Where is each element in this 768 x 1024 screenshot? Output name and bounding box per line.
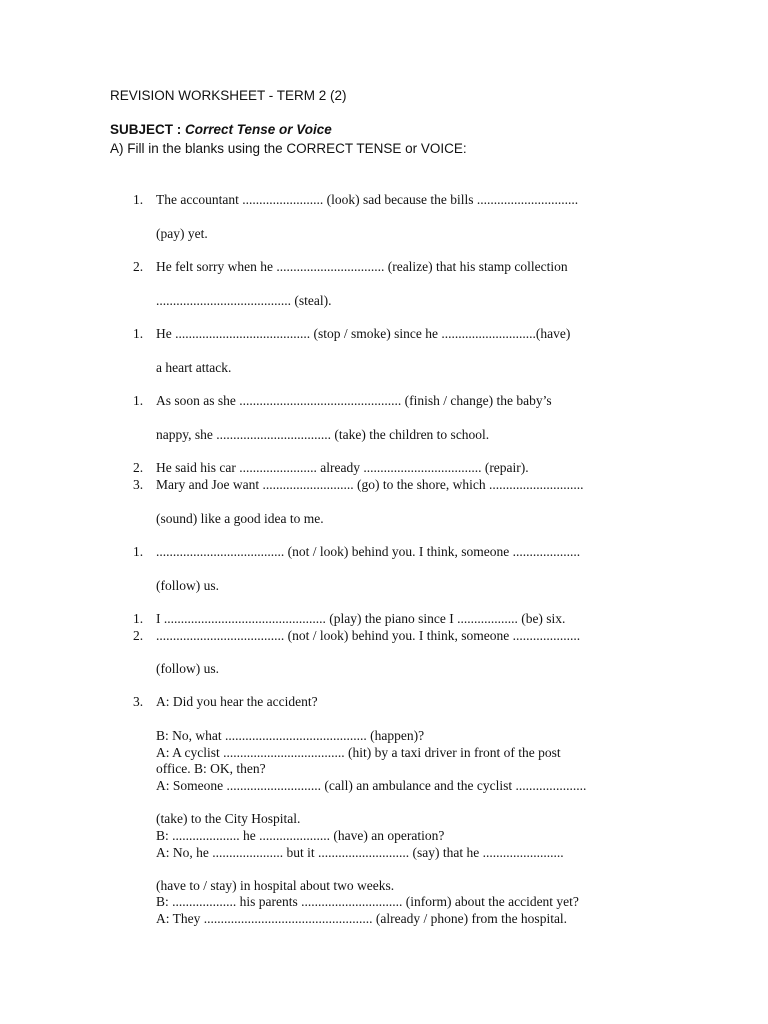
subject-value: Correct Tense or Voice <box>185 122 332 137</box>
exercise-line: He felt sorry when he ................................ (realize) that his stamp collection <box>156 259 568 274</box>
dialogue-line: A: Someone ............................ (call) an ambulance and the cyclist ..................... <box>156 778 587 793</box>
dialogue-line: B: .................... he ..................... (have) an operation? <box>156 828 445 843</box>
exercise-line: ...................................... (not / look) behind you. I think, someone .................... <box>156 544 581 559</box>
line-number: 2. <box>133 628 144 643</box>
exercise-line: As soon as she ................................................ (finish / change) the baby’s <box>156 393 552 408</box>
line-number: 2. <box>133 259 144 274</box>
line-number: 1. <box>133 544 144 559</box>
exercise-line: He said his car ....................... already ................................... (repair). <box>156 460 529 475</box>
exercise-line: A: Did you hear the accident? <box>156 694 318 709</box>
line-number: 1. <box>133 326 144 341</box>
exercise-line: The accountant ........................ (look) sad because the bills .............................. <box>156 192 579 207</box>
exercise-line: a heart attack. <box>156 360 232 375</box>
line-number: 1. <box>133 393 144 408</box>
line-number: 1. <box>133 192 144 207</box>
exercise-line: Mary and Joe want ........................... (go) to the shore, which ............................ <box>156 477 584 492</box>
exercise-line: ........................................ (steal). <box>156 293 332 308</box>
instruction-text: A) Fill in the blanks using the CORRECT TENSE or VOICE: <box>110 141 467 156</box>
dialogue-line: (take) to the City Hospital. <box>156 811 301 826</box>
dialogue-line: office. B: OK, then? <box>156 761 266 776</box>
dialogue-line: (have to / stay) in hospital about two weeks. <box>156 878 395 893</box>
line-number: 3. <box>133 694 144 709</box>
exercise-line: ...................................... (not / look) behind you. I think, someone .................... <box>156 628 581 643</box>
exercise-line: (sound) like a good idea to me. <box>156 511 324 526</box>
dialogue-line: B: No, what .......................................... (happen)? <box>156 728 425 743</box>
line-number: 3. <box>133 477 144 492</box>
dialogue-line: A: They .................................................. (already / phone) from the hospital. <box>156 911 568 926</box>
subject-label: SUBJECT : <box>110 122 186 137</box>
line-number: 2. <box>133 460 144 475</box>
exercise-line: He ........................................ (stop / smoke) since he ............................(have) <box>156 326 571 341</box>
exercise-line: (pay) yet. <box>156 226 208 241</box>
subject-line <box>110 122 332 137</box>
exercise-line: I ................................................ (play) the piano since I .................. (be) six. <box>156 611 566 626</box>
dialogue-line: A: No, he ..................... but it ........................... (say) that he ........................ <box>156 845 564 860</box>
exercise-line: nappy, she .................................. (take) the children to school. <box>156 427 490 442</box>
line-number: 1. <box>133 611 144 626</box>
exercise-line: (follow) us. <box>156 661 219 676</box>
exercise-line: (follow) us. <box>156 578 219 593</box>
dialogue-line: B: ................... his parents .............................. (inform) about the accident yet? <box>156 894 579 909</box>
worksheet-title: REVISION WORKSHEET - TERM 2 (2) <box>110 88 347 103</box>
dialogue-line: A: A cyclist .................................... (hit) by a taxi driver in front of the post <box>156 745 561 760</box>
